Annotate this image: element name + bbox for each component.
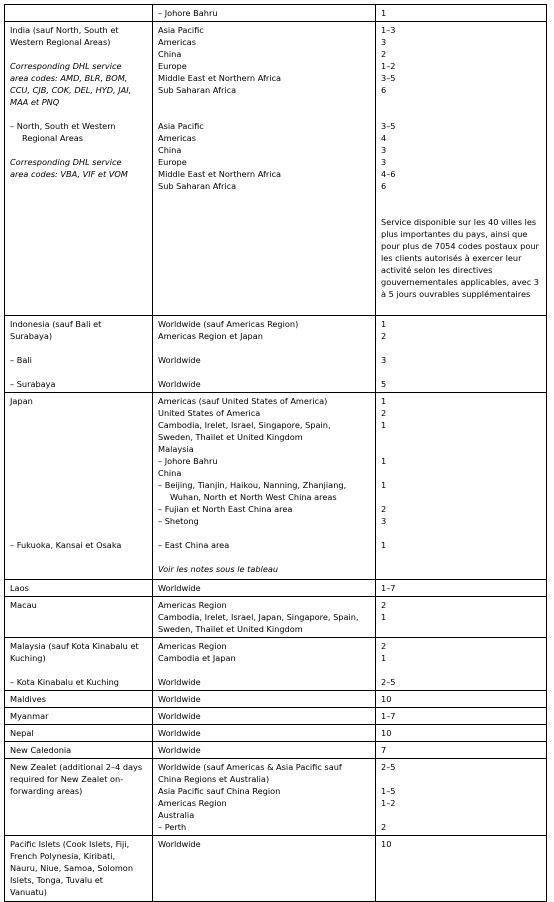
country-cell: Japan – Fukuoka, Kansai et Osaka bbox=[5, 393, 153, 580]
table-row bbox=[5, 708, 547, 725]
table-row bbox=[5, 759, 547, 836]
table-row bbox=[5, 742, 547, 759]
destination-cell: Worldwide bbox=[153, 725, 376, 742]
days-cell: 1 2 3 5 bbox=[376, 316, 547, 393]
table-row bbox=[5, 836, 547, 902]
days-cell: 1 bbox=[376, 5, 547, 22]
destination-cell: Asia Pacific Americas China Europe Middle East et Northern Africa Sub Saharan Africa Asia Pacific Americas China Europe Middle East et Northern Africa Sub Saharan Africa bbox=[153, 22, 376, 316]
table-row bbox=[5, 580, 547, 597]
days-cell: 1–3 3 2 1–2 3–5 6 3–5 4 3 3 4–6 6 Service disponible sur les 40 villes les plus importantes du pays, ainsi que pour plus de 7054 codes postaux pour les clients autorisés à exercer leur activité selon les directives gouvernementales applicables, avec 3 à 5 jours ouvrables supplémentaires bbox=[376, 22, 547, 316]
days-cell: 2 1 2–5 bbox=[376, 638, 547, 691]
see-notes: Voir les notes sous le tableau bbox=[158, 564, 279, 574]
country-cell: New Caledonia bbox=[5, 742, 153, 759]
days-cell: 10 bbox=[376, 691, 547, 708]
country-cell bbox=[5, 5, 153, 22]
destination-cell: Worldwide (sauf Americas Region) Americas Region et Japan Worldwide Worldwide bbox=[153, 316, 376, 393]
days-cell: 1–7 bbox=[376, 580, 547, 597]
days-cell: 7 bbox=[376, 742, 547, 759]
days-cell: 10 bbox=[376, 725, 547, 742]
country-cell: Indonesia (sauf Bali et Surabaya) – Bali – Surabaya bbox=[5, 316, 153, 393]
table-row bbox=[5, 5, 547, 22]
destination-cell: Worldwide (sauf Americas & Asia Pacific sauf China Regions et Australia) Asia Pacific sauf China Region Americas Region Australia – Perth bbox=[153, 759, 376, 836]
country-cell: India (sauf North, South et Western Regional Areas) Corresponding DHL service area codes: AMD, BLR, BOM, CCU, CJB, COK, DEL, HYD, JAI, MAA et PNQ – North, South et Western Regional Areas Corresponding DHL service area codes: VBA, VIF et VOM bbox=[5, 22, 153, 316]
destination-cell: Worldwide bbox=[153, 691, 376, 708]
table-row bbox=[5, 691, 547, 708]
destination-cell: Americas (sauf United States of America) United States of America Cambodia, Irelet, Israel, Singapore, Spain, Sweden, Thailet et United Kingdom Malaysia – Johore Bahru China – Beijing, Tianjin, Haikou, Nanning, Zhanjiang, Wuhan, North et North West China areas – Fujian et North East China area – Shetong – East China area Voir les notes sous le tableau bbox=[153, 393, 376, 580]
days-cell: 10 bbox=[376, 836, 547, 902]
destination-cell: Worldwide bbox=[153, 580, 376, 597]
country-cell: Laos bbox=[5, 580, 153, 597]
destination-cell: Americas Region Cambodia, Irelet, Israel, Japan, Singapore, Spain, Sweden, Thailet et United Kingdom bbox=[153, 597, 376, 638]
country-cell: Nepal bbox=[5, 725, 153, 742]
table-row bbox=[5, 725, 547, 742]
country-cell: Malaysia (sauf Kota Kinabalu et Kuching) – Kota Kinabalu et Kuching bbox=[5, 638, 153, 691]
country-cell: Myanmar bbox=[5, 708, 153, 725]
country-cell: New Zealet (additional 2–4 days required for New Zealet on- forwarding areas) bbox=[5, 759, 153, 836]
service-note: Service disponible sur les 40 villes les plus importantes du pays, ainsi que pour plus de 7054 codes postaux pour les clients autorisés à exercer leur activité selon les directives gouvernementales applicables, avec 3 à 5 jours ouvrables supplémentaires bbox=[381, 217, 540, 299]
table-row bbox=[5, 22, 547, 316]
days-cell: 2 1 bbox=[376, 597, 547, 638]
destination-cell: Worldwide bbox=[153, 836, 376, 902]
country-cell: Macau bbox=[5, 597, 153, 638]
days-cell: 2–5 1–5 1–2 2 bbox=[376, 759, 547, 836]
days-cell: 1 2 1 1 1 2 3 1 bbox=[376, 393, 547, 580]
table-row bbox=[5, 597, 547, 638]
destination-cell: Americas Region Cambodia et Japan Worldwide bbox=[153, 638, 376, 691]
table-row bbox=[5, 638, 547, 691]
country-cell: Pacific Islets (Cook Islets, Fiji, French Polynesia, Kiribati, Nauru, Niue, Samoa, Solomon Islets, Tonga, Tuvalu et Vanuatu) bbox=[5, 836, 153, 902]
country-cell: Maldives bbox=[5, 691, 153, 708]
table-row bbox=[5, 316, 547, 393]
table-row bbox=[5, 393, 547, 580]
days-cell: 1–7 bbox=[376, 708, 547, 725]
destination-cell: Worldwide bbox=[153, 742, 376, 759]
destination-cell: – Johore Bahru bbox=[153, 5, 376, 22]
destination-cell: Worldwide bbox=[153, 708, 376, 725]
service-table bbox=[4, 4, 547, 902]
